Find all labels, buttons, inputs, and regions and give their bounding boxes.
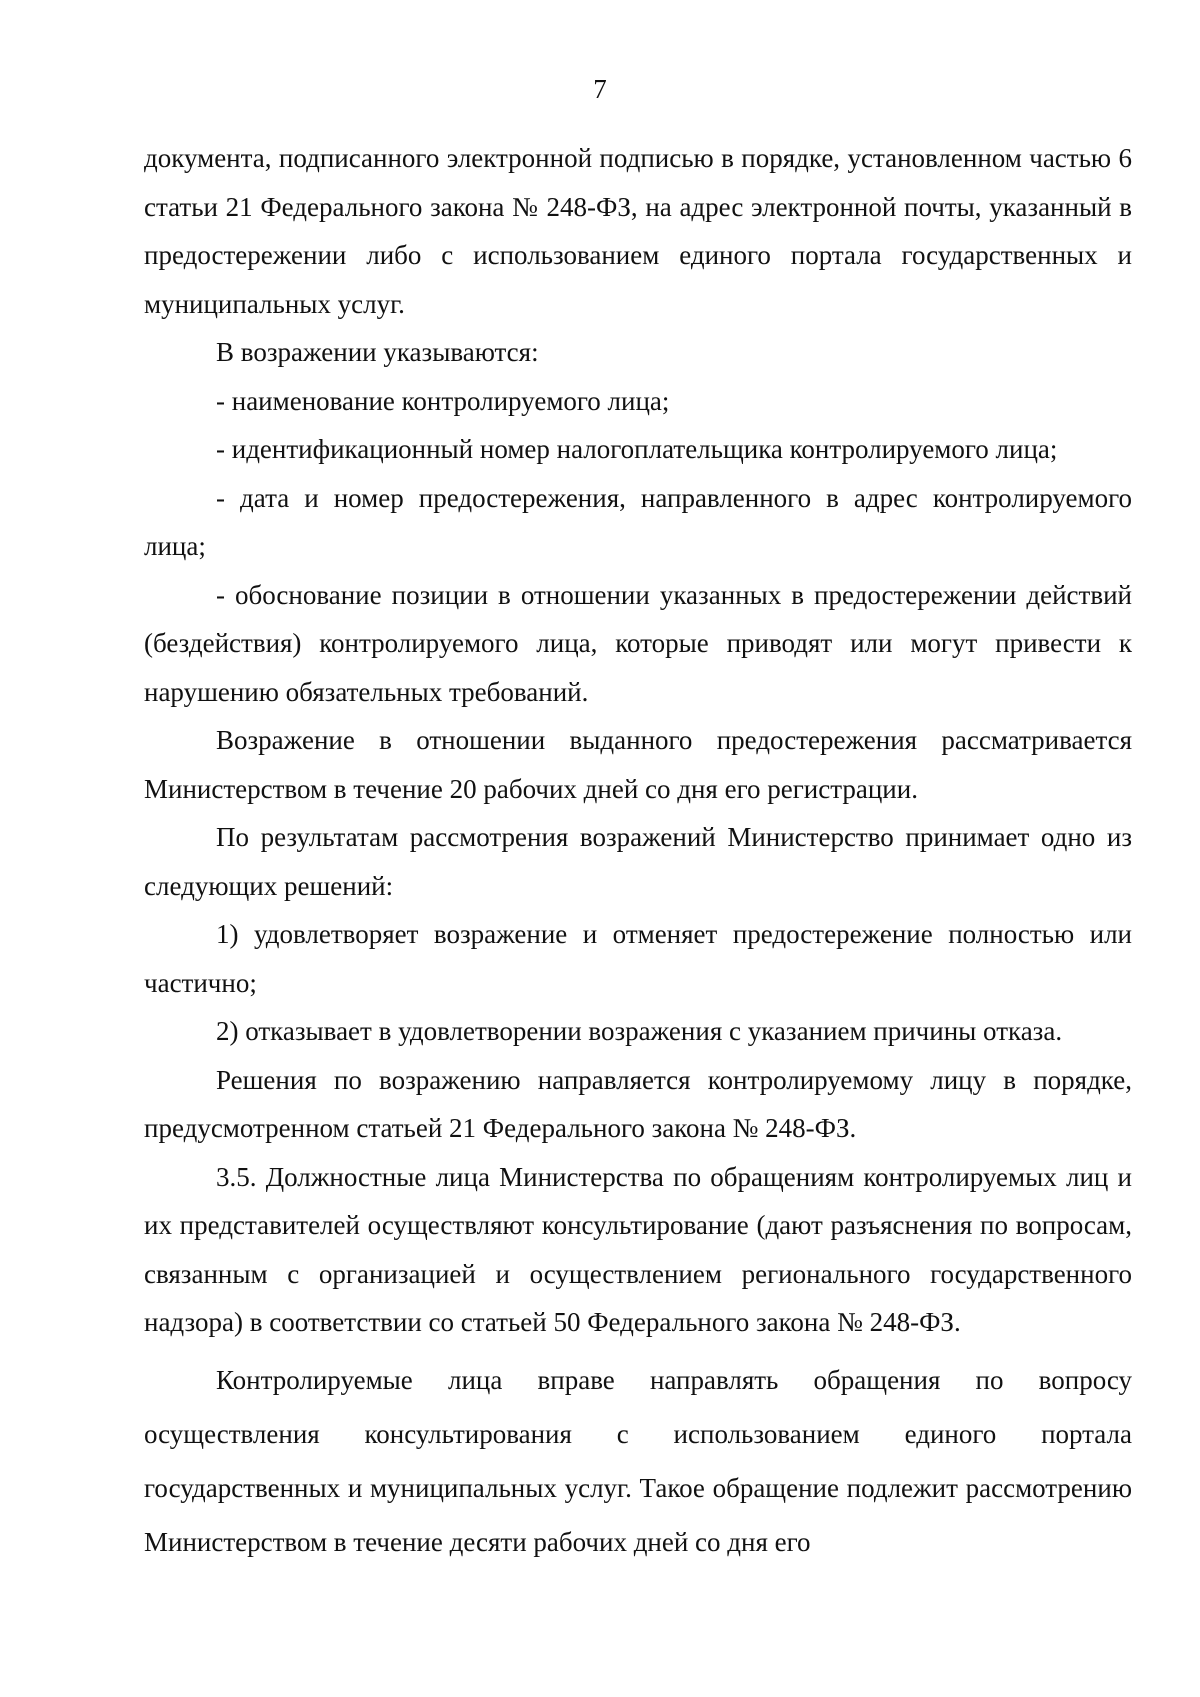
paragraph-section-3-5-consulting: 3.5. Должностные лица Министерства по обращениям контролируемых лиц и их представителей осуществляют консультирование (дают разъяснения по вопросам, связанным с организацией и осуществлением регионального государственного надзора) в соответствии со статьей 50 Федерального закона № 248-ФЗ.: [144, 1161, 1132, 1337]
list-item-position-justification: - обоснование позиции в отношении указанных в предостережении действий (бездействия) контролируемого лица, которые приводят или могут привести к нарушению обязательных требований.: [144, 579, 1132, 707]
paragraph-consulting-requests: Контролируемые лица вправе направлять обращения по вопросу осуществления консультирования с использованием единого портала государственных и муниципальных услуг. Такое обращение подлежит рассмотрению Министерством в течение десяти рабочих дней со дня его: [144, 1364, 1132, 1557]
list-item-decision-refuse: 2) отказывает в удовлетворении возражения с указанием причины отказа.: [216, 1016, 1063, 1046]
paragraph-objection-contents-intro: В возражении указываются:: [216, 337, 539, 367]
list-item-decision-satisfy: 1) удовлетворяет возражение и отменяет предостережение полностью или частично;: [144, 919, 1132, 998]
paragraph-decision-intro: По результатам рассмотрения возражений Министерство принимает одно из следующих решений:: [144, 822, 1132, 901]
page-number: 7: [593, 74, 607, 104]
paragraph-objection-review-period: Возражение в отношении выданного предостережения рассматривается Министерством в течение 20 рабочих дней со дня его регистрации.: [144, 725, 1132, 804]
paragraph-decision-delivery: Решения по возражению направляется контролируемому лицу в порядке, предусмотренном статьей 21 Федерального закона № 248-ФЗ.: [144, 1064, 1132, 1143]
paragraph-objection-submission: документа, подписанного электронной подписью в порядке, установленном частью 6 статьи 21 Федерального закона № 248-ФЗ, на адрес электронной почты, указанный в предостережении либо с использованием единого портала государственных и муниципальных услуг.: [144, 143, 1132, 319]
list-item-taxpayer-number: - идентификационный номер налогоплательщика контролируемого лица;: [216, 434, 1058, 464]
list-item-controlled-person-name: - наименование контролируемого лица;: [216, 385, 670, 416]
list-item-warning-date-number: - дата и номер предостережения, направленного в адрес контролируемого лица;: [144, 482, 1132, 561]
document-body: [144, 134, 1132, 1569]
